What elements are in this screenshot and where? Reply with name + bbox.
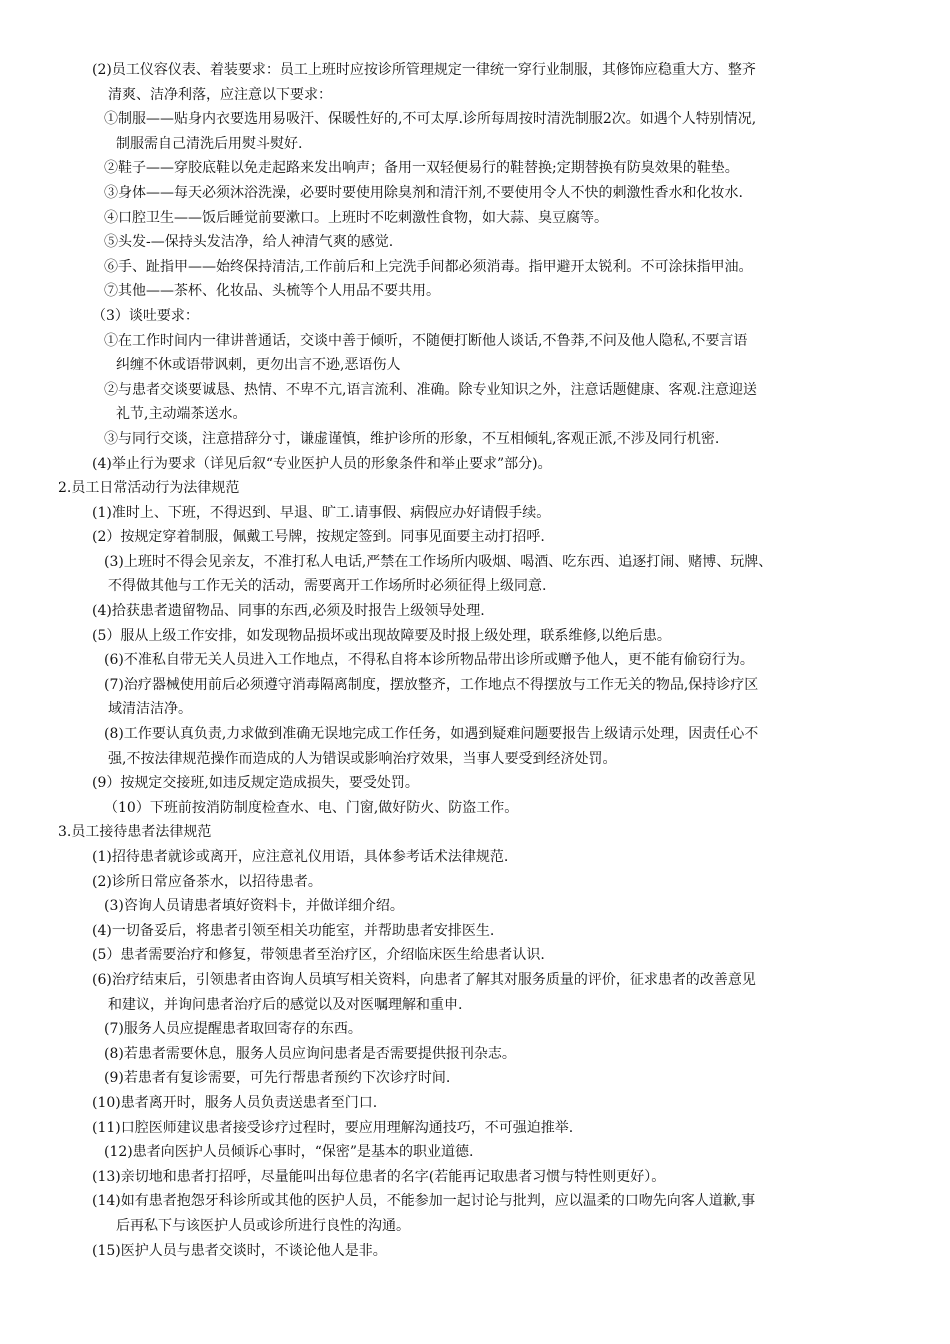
text-line: (12)患者向医护人员倾诉心事时，“保密”是基本的职业道德. [104, 1144, 474, 1161]
text-line: 强,不按法律规范操作而造成的人为错误或影响治疗效果，当事人要受到经济处罚。 [108, 750, 617, 767]
text-line: (2）按规定穿着制服，佩戴工号牌，按规定签到。同事见面要主动打招呼. [92, 529, 545, 546]
text-line: ①在工作时间内一律讲普通话，交谈中善于倾听，不随便打断他人谈话,不鲁莽,不问及他人隐私,不要言语 [104, 332, 748, 349]
text-line: ①制服——贴身内衣要选用易吸汗、保暖性好的,不可太厚.诊所每周按时清洗制服2次。如遇个人特别情况, [104, 111, 757, 128]
text-line: 3.员工接待患者法律规范 [58, 824, 212, 841]
text-line: 后再私下与该医护人员或诊所进行良性的沟通。 [116, 1217, 410, 1234]
text-line: (4)拾获患者遗留物品、同事的东西,必须及时报告上级领导处理. [92, 603, 485, 620]
text-line: 2.员工日常活动行为法律规范 [58, 480, 240, 497]
text-line: (4)举止行为要求（详见后叙“专业医护人员的形象条件和举止要求”部分)。 [92, 455, 552, 472]
text-line: (15)医护人员与患者交谈时，不谈论他人是非。 [92, 1242, 387, 1259]
text-line: (1)招待患者就诊或离开，应注意礼仪用语，具体参考话术法律规范. [92, 849, 509, 865]
text-line: ⑤头发-—保持头发洁净，给人神清气爽的感觉. [104, 234, 394, 251]
text-line: ②与患者交谈要诚恳、热情、不卑不亢,语言流利、准确。除专业知识之外，注意话题健康、客观.注意迎送 [104, 381, 757, 398]
text-line: (8)工作要认真负责,力求做到准确无误地完成工作任务，如遇到疑难问题要报告上级请示处理，因责任心不 [104, 726, 759, 743]
text-line: (2)诊所日常应备茶水，以招待患者。 [92, 873, 322, 890]
text-line: (7)治疗器械使用前后必须遵守消毒隔离制度，摆放整齐，工作地点不得摆放与工作无关的物品,保持诊疗区 [104, 676, 759, 693]
text-line: （10）下班前按消防制度检查水、电、门窗,做好防火、防盗工作。 [104, 799, 519, 816]
text-line: (6)治疗结束后，引领患者由咨询人员填写相关资料，向患者了解其对服务质量的评价，征求患者的改善意见 [92, 971, 756, 988]
text-line: ④口腔卫生——饭后睡觉前要漱口。上班时不吃刺激性食物，如大蒜、臭豆腐等。 [104, 209, 608, 226]
text-line: (9)若患者有复诊需要，可先行帮患者预约下次诊疗时间. [104, 1070, 451, 1087]
document-body [0, 58, 950, 1263]
text-line: 和建议，并询问患者治疗后的感觉以及对医嘱理解和重申. [108, 996, 463, 1013]
text-line: (2)员工仪容仪表、着装要求：员工上班时应按诊所管理规定一律统一穿行业制服，其修饰应稳重大方、整齐 [92, 62, 756, 78]
text-line: 礼节,主动端茶送水。 [116, 406, 247, 423]
text-line: 制服需自己清洗后用熨斗熨好. [116, 135, 303, 152]
text-line: 域清洁洁净。 [108, 701, 192, 718]
text-line: (14)如有患者抱怨牙科诊所或其他的医护人员，不能参加一起讨论与批判，应以温柔的口吻先向客人道歉,事 [92, 1193, 756, 1210]
text-line: (5）服从上级工作安排，如发现物品损坏或出现故障要及时报上级处理，联系维修,以绝后患。 [92, 627, 671, 644]
text-line: (3)咨询人员请患者填好资料卡，并做详细介绍。 [104, 898, 404, 915]
text-line: (6)不准私自带无关人员进入工作地点，不得私自将本诊所物品带出诊所或赠予他人，更不能有偷窃行为。 [104, 652, 754, 669]
text-line: ③与同行交谈，注意措辞分寸，谦虚谨慎，维护诊所的形象，不互相倾轧,客观正派,不涉及同行机密. [104, 430, 720, 447]
text-line: ⑦其他——茶杯、化妆品、头梳等个人用品不要共用。 [104, 283, 440, 300]
text-line: (3)上班时不得会见亲友，不准打私人电话,严禁在工作场所内吸烟、喝酒、吃东西、追逐打闹、赌博、玩牌、 [104, 553, 773, 570]
text-line: 纠缠不休或语带讽刺，更勿出言不逊,恶语伤人 [116, 357, 401, 374]
text-line: 清爽、洁净利落，应注意以下要求： [108, 86, 332, 103]
text-line: (13)亲切地和患者打招呼，尽量能叫出每位患者的名字(若能再记取患者习惯与特性则更好）。 [92, 1168, 666, 1185]
text-line: 不得做其他与工作无关的活动，需要离开工作场所时必须征得上级同意. [108, 578, 547, 595]
text-line: (11)口腔医师建议患者接受诊疗过程时，要应用理解沟通技巧，不可强迫推举. [92, 1119, 574, 1136]
text-line: (8)若患者需要休息，服务人员应询问患者是否需要提供报刊杂志。 [104, 1045, 516, 1062]
text-line: (7)服务人员应提醒患者取回寄存的东西。 [104, 1021, 362, 1038]
text-line: (1)准时上、下班，不得迟到、早退、旷工.请事假、病假应办好请假手续。 [92, 504, 551, 521]
text-line: (10)患者离开时，服务人员负责送患者至门口. [92, 1094, 378, 1111]
text-line: （3）谈吐要求： [92, 307, 199, 324]
text-line: ②鞋子——穿胶底鞋以免走起路来发出响声；备用一双轻便易行的鞋替换;定期替换有防臭效果的鞋垫。 [104, 160, 739, 177]
text-line: (9）按规定交接班,如违反规定造成损失，要受处罚。 [92, 775, 419, 792]
text-line: (4)一切备妥后，将患者引领至相关功能室，并帮助患者安排医生. [92, 922, 495, 939]
text-line: (5）患者需要治疗和修复，带领患者至治疗区，介绍临床医生给患者认识. [92, 947, 545, 964]
text-line: ⑥手、趾指甲——始终保持清洁,工作前后和上完洗手间都必须消毒。指甲避开太锐利。不可涂抹指甲油。 [104, 258, 753, 275]
text-line: ③身体——每天必须沐浴洗澡，必要时要使用除臭剂和清汗剂,不要使用令人不快的刺激性香水和化妆水. [104, 184, 743, 201]
